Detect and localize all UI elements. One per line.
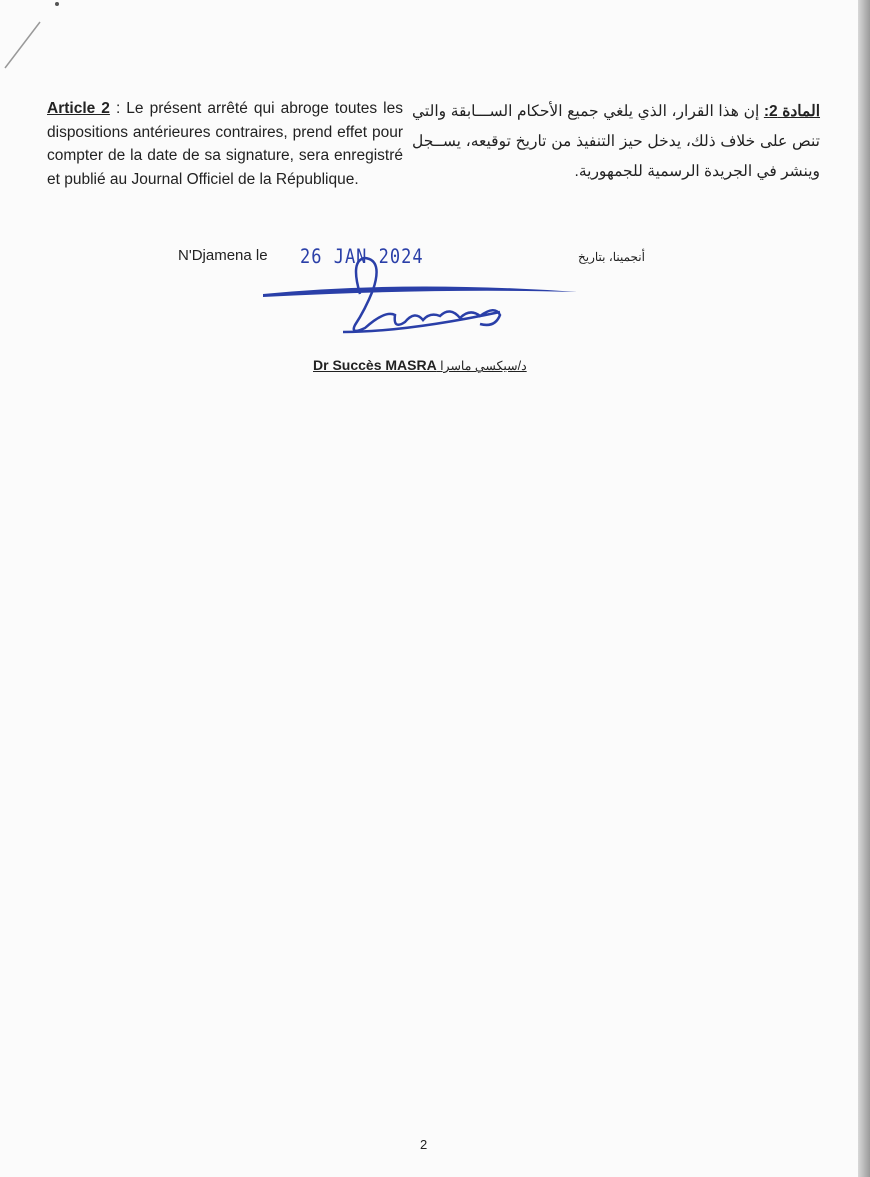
signatory-name-ar: د/سيكسي ماسرا — [440, 359, 527, 373]
page-fold-mark — [0, 0, 60, 80]
signatory-name — [313, 357, 527, 373]
date-stamp: 26 JAN 2024 — [300, 245, 424, 269]
signatory-name-fr: Dr Succès MASRA — [313, 357, 437, 373]
article-text-ar: إن هذا القرار، الذي يلغي جميع الأحكام الســـابقة والتي تنص على خلاف ذلك، يدخل حيز التنفيذ من تاريخ توقيعه، يســجل وينشر في الجريدة الرسمية للجمهورية. — [412, 103, 820, 180]
article-label: Article 2 — [47, 100, 110, 117]
place-date-label: N'Djamena le — [178, 247, 268, 264]
article-2-arabic — [412, 97, 820, 187]
article-2-french — [47, 97, 403, 191]
article-label-ar: المادة 2: — [763, 103, 821, 120]
page-number: 2 — [420, 1137, 428, 1152]
handwritten-signature — [255, 250, 595, 350]
article-text: : Le présent arrêté qui abroge toutes les dispositions antérieures contraires, prend effet pour compter de la date de sa signature, sera enregistré et publié au Journal Officiel de la République. — [47, 100, 403, 188]
page-edge-shadow — [858, 0, 870, 1177]
place-date-label-ar: أنجمينا، بتاريخ — [578, 250, 645, 264]
